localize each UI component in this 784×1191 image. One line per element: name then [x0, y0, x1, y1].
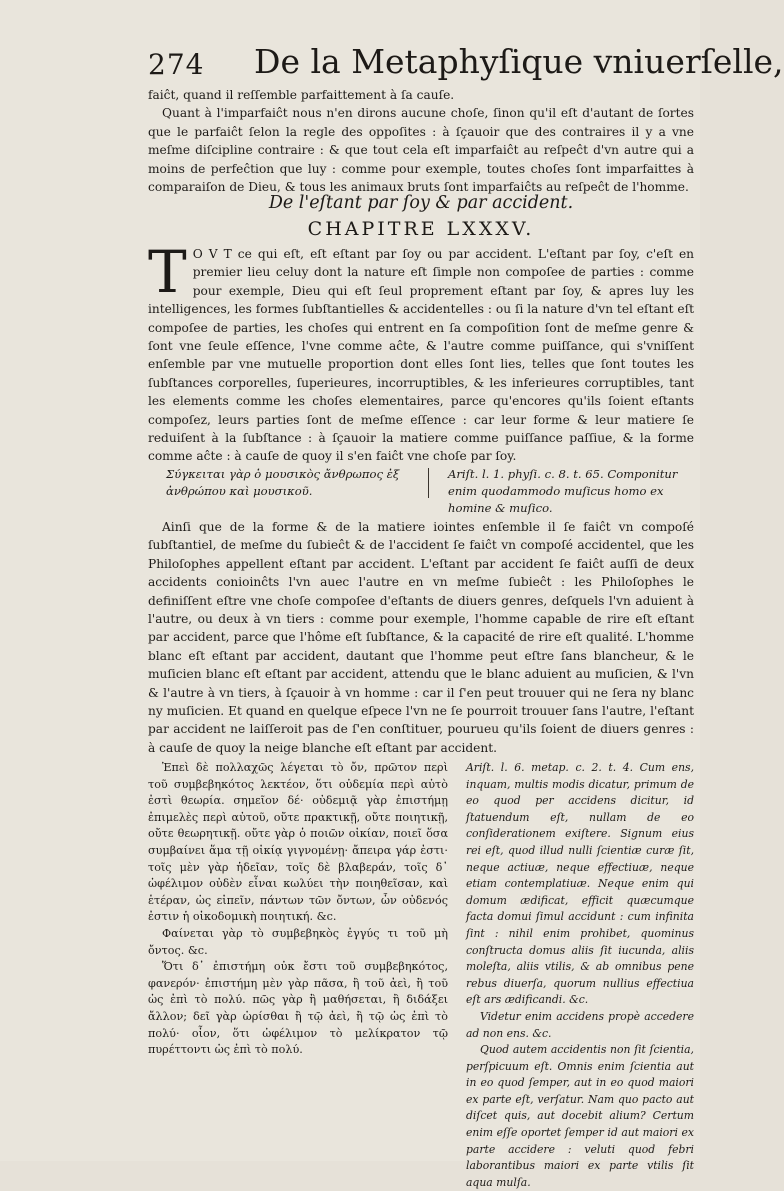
latin-paragraph-1: Ariſt. l. 6. metap. c. 2. t. 4. Cum ens, inquam, multis modis dicatur, primum de eo quod per accidens dicitur, id ſtatuendum eſt, nullam de eo conſiderationem exiſtere. Signum eius rei eſt, quod illud nulli ſcientiæ curæ ſit, neque actiuæ, neque effectiuæ, neque etiam contemplatiuæ. Neque enim qui domum ædificat, efficit quæcumque facta domui ſimul accidunt : cum infinita ſint : nihil enim prohibet, quominus conſtructa domus aliis ſit iucunda, aliis moleſta, aliis vtilis, & ab omnibus pene rebus diuerſa, quorum nullius effectiua eſt ars ædificandi. &c. [466, 761, 694, 1007]
chapter-heading: CHAPITRE LXXXV. [307, 218, 535, 240]
running-title: De la Metaphyſique vniuerſelle, [254, 42, 784, 81]
intro-paragraph-1: faiĉt, quand il reſſemble parfaittement à ſa cauſe. [148, 88, 455, 102]
greek-citation: Σύγκειται γὰρ ὁ μουσικὸς ἄνθρωπος ἐξ ἀνθρώπου καὶ μουσικοῦ. [166, 467, 400, 498]
greek-paragraph-3: Ὅτι δ᾽ ἐπιστήμη οὐκ ἔστι τοῦ συμβεβηκότος, φανερόν· ἐπιστήμη μὲν γὰρ πᾶσα, ἢ τοῦ ἀεὶ, ἢ τοῦ ὡς ἐπὶ τὸ πολύ. πῶς γὰρ ἢ μαθήσεται, ἢ διδάξει ἄλλον; δεῖ γὰρ ὡρίσθαι ἢ τῷ ἀεὶ, ἢ τῷ ὡς ἐπὶ τὸ πολύ· οἷον, ὅτι ὠφέλιμον τὸ μελίκρατον τῷ πυρέττοντι ὡς ἐπὶ τὸ πολύ. [148, 960, 448, 1057]
footnote-columns [148, 760, 694, 1189]
page-header [148, 40, 784, 90]
body-paragraph-1 [148, 238, 694, 466]
body-paragraph-2-text: Ainſi que de la forme & de la matiere iointes enſemble il ſe faiĉt vn compoſé ſubſtantiel, de meſme du ſubieĉt & de l'accident ſe faiĉt vn compoſé accidentel, que les Philoſophes appellent eſtant par accident. L'eſtant par accident ſe faiĉt auſſi de deux accidents conioinĉts l'vn auec l'autre en vn meſme ſubieĉt : les Philoſophes le definiſſent eſtre vne choſe compoſee d'eſtants de diuers genres, deſquels l'vn aduient à l'autre, ou deux à vn tiers : comme pour exemple, l'homme capable de rire eſt eſtant par accident, parce que l'hôme eſt ſubſtance, & la capacité de rire eſt qualité. L'homme blanc eſt eſtant par accident, dautant que l'homme peut eſtre ſans blancheur, & le muſicien blanc eſt eſtant par accident, attendu que le blanc aduient au muſicien, & l'vn & l'autre à vn tiers, à ſçauoir à vn homme : car il ſ'en peut trouuer qui ne ſera ny blanc ny muſicien. Et quand en quelque eſpece l'vn ne ſe pourroit trouuer ſans l'autre, l'eſtant par accident ne laiſſeroit pas de ſ'en conſtituer, pourueu qu'ils ſoient de diuers genres : à cauſe de quoy la neige blanche eſt eſtant par accident. [148, 520, 694, 755]
intro-block [148, 86, 694, 196]
body-paragraph-2 [148, 518, 694, 757]
drop-cap: T [148, 238, 187, 306]
body-paragraph-1-text: O V T ce qui eſt, eſt eſtant par ſoy ou par accident. L'eſtant par ſoy, c'eſt en premier lieu celuy dont la nature eſt ſimple non compoſee de parties : comme pour exemple, Dieu qui eſt ſeul proprement eſtant par ſoy, & apres luy les intelligences, les formes ſubſtantielles & accidentelles : ou ſi la nature d'vn tel eſtant eſt compoſee de parties, les choſes qui entrent en ſa compoſition ſont de meſme genre & ſont vne ſeule eſſence, l'vne comme aĉte, & l'autre comme puiſſance, qui s'vniſſent enſemble par vne mutuelle proportion dont elles ſont lies, telles que ſont toutes les ſubſtances corporelles, ſuperieures, incorruptibles, & les inferieures corruptibles, tant les elements comme les choſes elementaires, parce qu'encores qu'ils ſoient eſtants compoſez, leurs parties ſont de meſme eſſence : car leur forme & leur matiere ſe reduiſent à la ſubſtance : à ſçauoir la matiere comme puiſſance paſſiue, & la forme comme aĉte : à cauſe de quoy il s'en faiĉt vne choſe par ſoy. [148, 247, 694, 464]
citation-divider [428, 468, 429, 498]
intro-paragraph-2: Quant à l'imparfaiĉt nous n'en dirons aucune choſe, ſinon qu'il eſt d'autant de ſortes que le parfaiĉt ſelon la regle des oppoſites : à ſçauoir que des contraires il y a vne meſme diſcipline contraire : & que tout cela eſt imparfaiĉt au reſpeĉt d'vn autre qui a moins de perfeĉtion que luy : comme pour exemple, toutes choſes ſont imparfaittes à comparaiſon de Dieu, & tous les animaux bruts ſont imparfaiĉts au reſpeĉt de l'homme. [148, 106, 694, 195]
greek-paragraph-2: Φαίνεται γὰρ τὸ συμβεβηκὸς ἐγγύς τι τοῦ μὴ ὄντος. &c. [148, 926, 448, 957]
latin-paragraph-2: Videtur enim accidens propè accedere ad non ens. &c. [466, 1009, 694, 1040]
greek-paragraph-1: Ἐπεὶ δὲ πολλαχῶς λέγεται τὸ ὄν, πρῶτον περὶ τοῦ συμβεβηκότος λεκτέον, ὅτι οὐδεμία περὶ αὐτὸ ἐστὶ θεωρία. σημεῖον δέ· οὐδεμιᾷ γὰρ ἐπιστήμῃ ἐπιμελὲς περὶ αὐτοῦ, οὔτε πρακτικῇ, οὔτε ποιητικῇ, οὔτε θεωρητικῇ. οὔτε γὰρ ὁ ποιῶν οἰκίαν, ποιεῖ ὅσα συμβαίνει ἅμα τῇ οἰκίᾳ γιγνομένῃ· ἄπειρα γάρ ἐστι· τοῖς μὲν γὰρ ἡδεῖαν, τοῖς δὲ βλαβεράν, τοῖς δ᾽ ὠφέλιμον οὐδὲν εἶναι κωλύει τὴν ποιηθεῖσαν, καὶ ἑτέραν, ὡς εἰπεῖν, πάντων τῶν ὄντων, ὧν οὐδενός ἐστιν ἡ οἰκοδομικὴ ποιητική. &c. [148, 761, 448, 924]
latin-paragraph-3: Quod autem accidentis non ſit ſcientia, perſpicuum eſt. Omnis enim ſcientia aut in eo quod ſemper, aut in eo quod maiori ex parte eſt, verſatur. Nam quo pacto aut diſcet quis, aut docebit alium? Certum enim eſſe oportet ſemper id aut maiori ex parte accidere : veluti quod febri laborantibus maiori ex parte vtilis ſit aqua mulſa. [466, 1043, 694, 1189]
page-number: 274 [148, 48, 205, 81]
greek-column [148, 760, 448, 1059]
latin-column [466, 760, 694, 1191]
section-subtitle: De l'eſtant par ſoy & par accident. [268, 193, 574, 213]
latin-citation: Ariſt. l. 1. phyſi. c. 8. t. 65. Componitur enim quodammodo muſicus homo ex homine & muſico. [448, 467, 678, 515]
citation-block [148, 466, 694, 515]
